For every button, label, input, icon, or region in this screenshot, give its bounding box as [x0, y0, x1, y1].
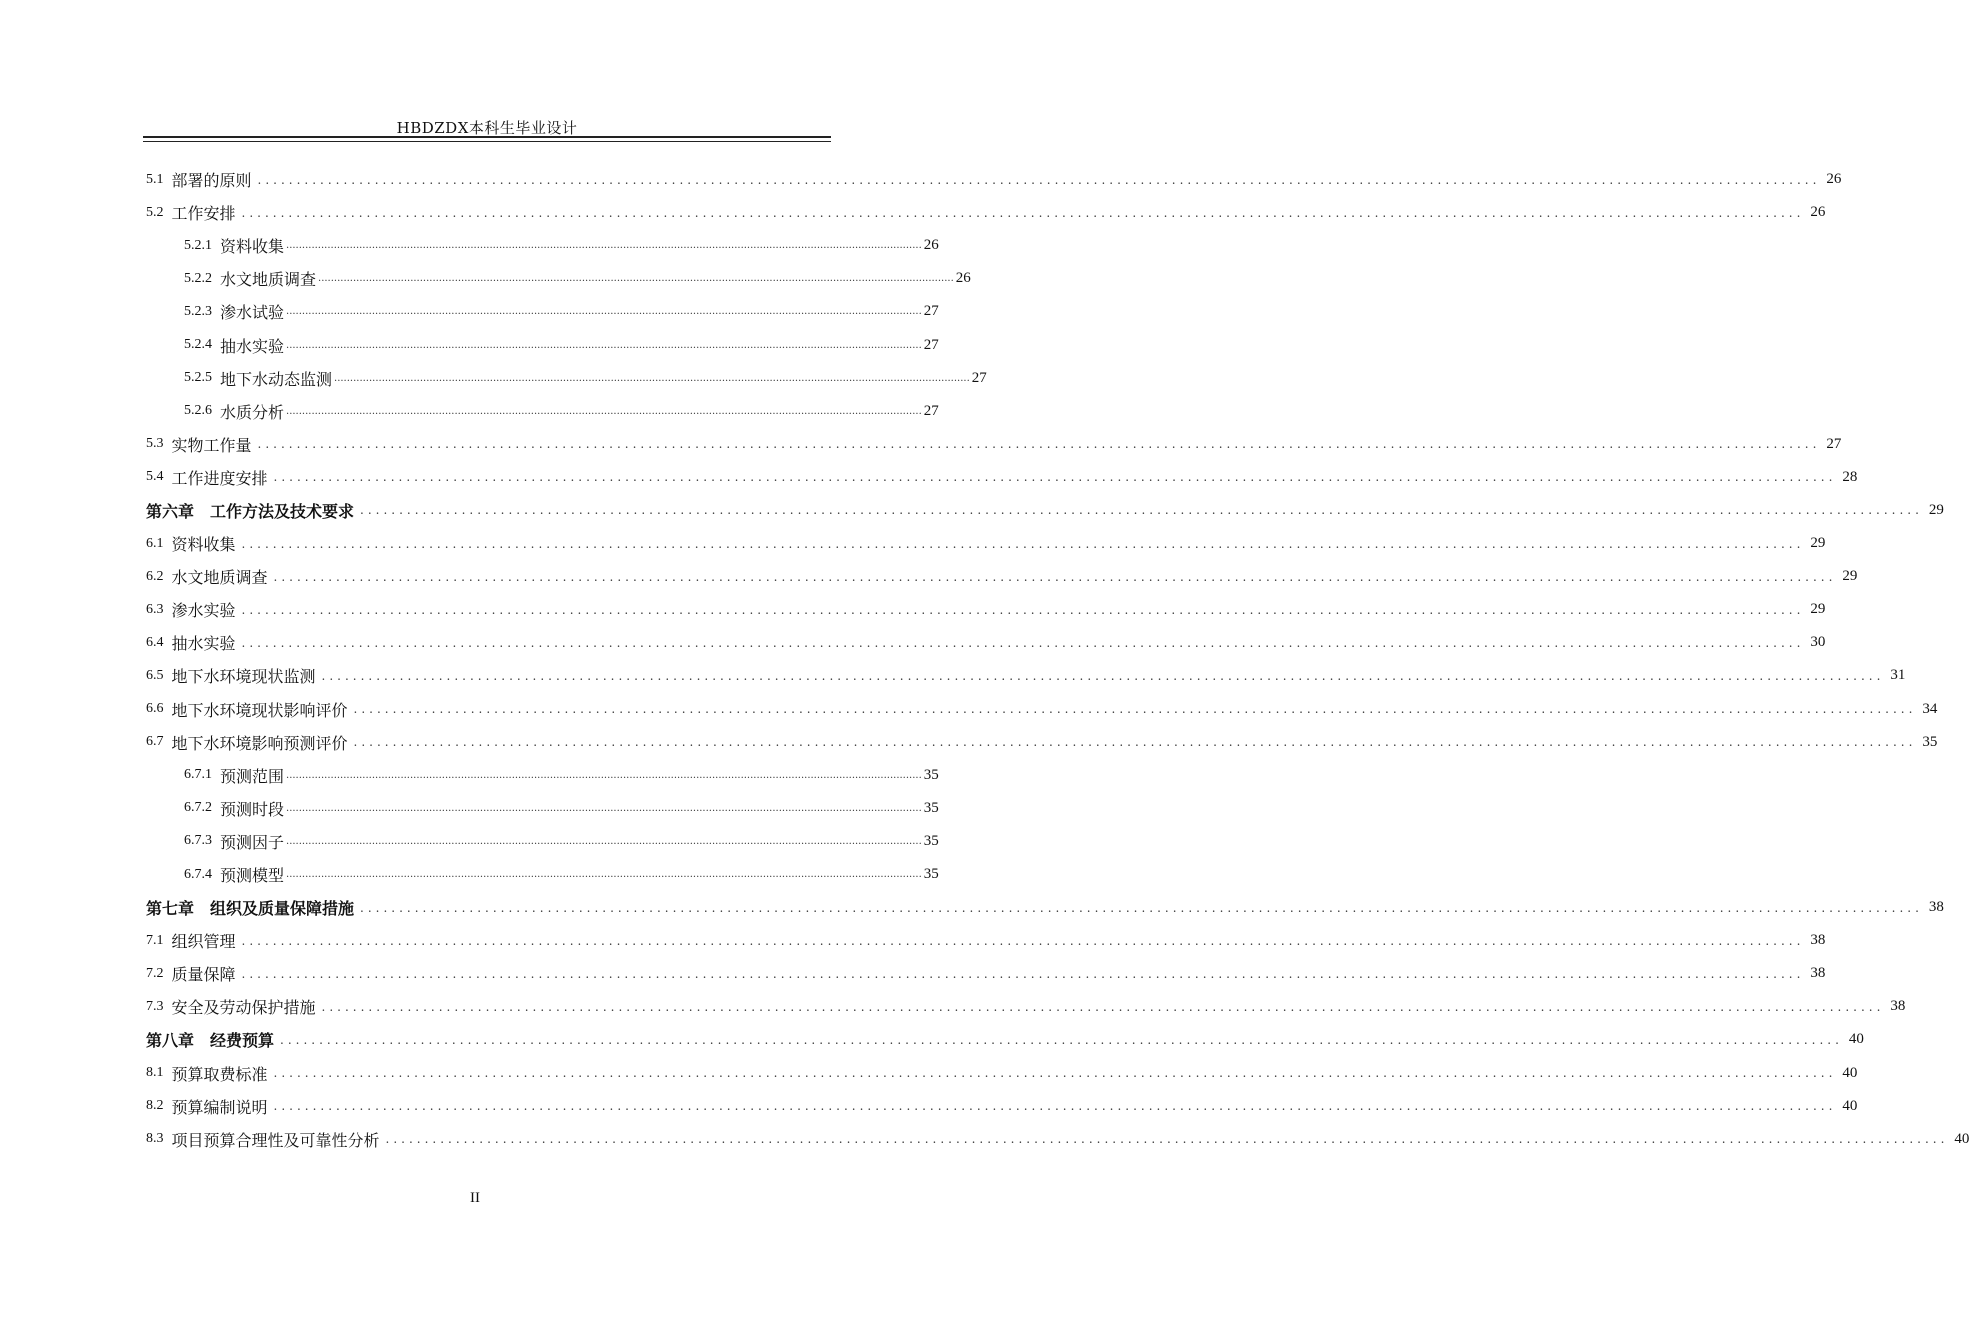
toc-entry-page: 35: [1922, 733, 1938, 750]
toc-dot-leader: ........................................................................................................................................................................................................: [360, 503, 1923, 518]
toc-entry-title: 部署的原则: [171, 171, 252, 191]
header-rule-thin: [143, 141, 831, 142]
toc-entry[interactable]: [184, 858, 939, 891]
toc-entry[interactable]: [146, 428, 1842, 461]
toc-entry-number: 6.7: [146, 734, 164, 750]
table-of-contents: [0, 163, 1969, 1156]
toc-entry-number: 6.7.3: [184, 833, 212, 849]
toc-dot-leader: ........................................................................................................................................................................................................: [286, 802, 922, 814]
toc-entry-number: 6.7.2: [184, 800, 212, 816]
toc-dot-leader: ........................................................................................................................................................................................................: [241, 966, 1805, 981]
toc-entry-title: 水文地质调查: [171, 568, 268, 588]
toc-entry[interactable]: [146, 693, 1938, 726]
toc-dot-leader: ........................................................................................................................................................................................................: [241, 635, 1805, 650]
toc-entry[interactable]: [184, 295, 939, 328]
toc-entry-title: 预测范围: [220, 766, 285, 786]
toc-entry-page: 40: [1842, 1064, 1858, 1081]
toc-entry-title: 水文地质调查: [220, 270, 317, 290]
toc-entry-title: 质量保障: [171, 965, 236, 985]
toc-entry[interactable]: [146, 1057, 1858, 1090]
toc-entry-title: 预测因子: [220, 832, 285, 852]
toc-chapter-entry[interactable]: [146, 891, 1944, 924]
toc-dot-leader: ........................................................................................................................................................................................................: [273, 1066, 1837, 1081]
toc-entry-title: 水质分析: [220, 402, 285, 422]
toc-entry-page: 29: [1928, 501, 1944, 518]
toc-dot-leader: ........................................................................................................................................................................................................: [257, 172, 1821, 187]
toc-entry[interactable]: [146, 924, 1826, 957]
toc-entry-number: 5.2: [146, 204, 164, 220]
toc-dot-leader: ........................................................................................................................................................................................................: [286, 869, 922, 881]
toc-entry-number: 6.3: [146, 601, 164, 617]
toc-entry[interactable]: [184, 362, 987, 395]
toc-entry[interactable]: [184, 825, 939, 858]
toc-entry-page: 26: [1810, 204, 1826, 221]
toc-entry-page: 34: [1922, 700, 1938, 717]
toc-entry-title: 项目预算合理性及可靠性分析: [171, 1130, 380, 1150]
toc-dot-leader: ........................................................................................................................................................................................................: [273, 1099, 1837, 1114]
toc-entry-page: 40: [1842, 1097, 1858, 1114]
toc-entry-title: 抽水实验: [171, 634, 236, 654]
toc-dot-leader: ........................................................................................................................................................................................................: [273, 569, 1837, 584]
toc-entry-title: 预测模型: [220, 866, 285, 886]
header-rule-thick: [143, 136, 831, 138]
toc-chapter-entry[interactable]: [146, 1023, 1864, 1056]
toc-dot-leader: ........................................................................................................................................................................................................: [257, 437, 1821, 452]
toc-entry-number: 5.2.4: [184, 337, 212, 353]
toc-dot-leader: ........................................................................................................................................................................................................: [321, 668, 1885, 683]
toc-entry-number: 5.2.6: [184, 403, 212, 419]
toc-entry-number: 8.3: [146, 1131, 164, 1147]
toc-dot-leader: ........................................................................................................................................................................................................: [286, 405, 922, 417]
toc-entry-page: 26: [955, 270, 971, 287]
toc-entry[interactable]: [146, 527, 1826, 560]
toc-entry-number: 8.1: [146, 1065, 164, 1081]
toc-entry-number: 7.2: [146, 965, 164, 981]
toc-entry-page: 35: [923, 832, 939, 849]
toc-entry[interactable]: [184, 328, 939, 361]
toc-entry-page: 29: [1810, 535, 1826, 552]
toc-entry[interactable]: [184, 262, 971, 295]
toc-dot-leader: ........................................................................................................................................................................................................: [273, 470, 1837, 485]
toc-entry-page: 38: [1810, 965, 1826, 982]
page-number: II: [470, 1190, 480, 1206]
toc-entry-number: 6.7.4: [184, 866, 212, 882]
toc-entry-title: 第八章 经费预算: [146, 1031, 275, 1051]
toc-dot-leader: ........................................................................................................................................................................................................: [286, 306, 922, 318]
toc-entry-title: 地下水环境现状影响评价: [171, 700, 348, 720]
toc-entry-title: 抽水实验: [220, 336, 285, 356]
toc-entry[interactable]: [146, 1090, 1858, 1123]
toc-entry-number: 8.2: [146, 1098, 164, 1114]
toc-entry-page: 30: [1810, 634, 1826, 651]
toc-dot-leader: ........................................................................................................................................................................................................: [241, 602, 1805, 617]
toc-entry-page: 26: [1826, 171, 1842, 188]
toc-entry-title: 工作进度安排: [171, 468, 268, 488]
toc-entry-title: 组织管理: [171, 932, 236, 952]
toc-entry-title: 第六章 工作方法及技术要求: [146, 501, 355, 521]
toc-dot-leader: ........................................................................................................................................................................................................: [286, 835, 922, 847]
toc-entry-page: 35: [923, 766, 939, 783]
toc-entry-title: 预测时段: [220, 799, 285, 819]
toc-entry-page: 29: [1810, 601, 1826, 618]
toc-entry-title: 预算编制说明: [171, 1097, 268, 1117]
toc-entry-page: 40: [1954, 1130, 1969, 1147]
toc-entry-number: 7.1: [146, 932, 164, 948]
toc-entry[interactable]: [184, 792, 939, 825]
toc-dot-leader: ........................................................................................................................................................................................................: [286, 240, 922, 252]
toc-dot-leader: ........................................................................................................................................................................................................: [318, 273, 954, 285]
toc-entry-page: 29: [1842, 568, 1858, 585]
toc-dot-leader: ........................................................................................................................................................................................................: [286, 339, 922, 351]
toc-entry-title: 工作安排: [171, 204, 236, 224]
toc-entry-page: 27: [923, 402, 939, 419]
toc-dot-leader: ........................................................................................................................................................................................................: [334, 372, 970, 384]
toc-entry-page: 27: [971, 369, 987, 386]
toc-entry[interactable]: [146, 196, 1826, 229]
toc-entry-title: 资料收集: [171, 535, 236, 555]
toc-entry-title: 第七章 组织及质量保障措施: [146, 899, 355, 919]
toc-entry-number: 6.1: [146, 535, 164, 551]
toc-entry[interactable]: [184, 229, 939, 262]
toc-entry-number: 7.3: [146, 998, 164, 1014]
toc-entry-page: 35: [923, 866, 939, 883]
toc-entry-page: 38: [1890, 998, 1906, 1015]
toc-dot-leader: ........................................................................................................................................................................................................: [280, 1032, 1843, 1047]
toc-entry-number: 6.5: [146, 667, 164, 683]
toc-entry[interactable]: [184, 759, 939, 792]
toc-entry-title: 预算取费标准: [171, 1064, 268, 1084]
toc-dot-leader: ........................................................................................................................................................................................................: [241, 933, 1805, 948]
toc-chapter-entry[interactable]: [146, 494, 1944, 527]
toc-dot-leader: ........................................................................................................................................................................................................: [241, 205, 1805, 220]
toc-entry[interactable]: [146, 659, 1906, 692]
toc-entry-number: 5.2.5: [184, 370, 212, 386]
toc-entry-title: 安全及劳动保护措施: [171, 998, 316, 1018]
toc-entry-number: 6.7.1: [184, 767, 212, 783]
toc-entry-page: 27: [1826, 435, 1842, 452]
toc-entry[interactable]: [184, 395, 939, 428]
toc-entry-title: 地下水环境现状监测: [171, 667, 316, 687]
toc-dot-leader: ........................................................................................................................................................................................................: [286, 769, 922, 781]
toc-entry-title: 渗水试验: [220, 303, 285, 323]
toc-entry-page: 27: [923, 336, 939, 353]
toc-entry-number: 5.2.2: [184, 270, 212, 286]
toc-entry[interactable]: [146, 990, 1906, 1023]
toc-entry[interactable]: [146, 726, 1938, 759]
toc-entry-page: 27: [923, 303, 939, 320]
toc-entry-number: 6.6: [146, 701, 164, 717]
page-header: HBDZDX本科生毕业设计: [396, 119, 578, 137]
toc-entry[interactable]: [146, 560, 1858, 593]
toc-dot-leader: ........................................................................................................................................................................................................: [385, 1132, 1949, 1147]
toc-entry-title: 资料收集: [220, 237, 285, 257]
toc-entry-title: 地下水动态监测: [220, 369, 333, 389]
toc-entry[interactable]: [146, 593, 1826, 626]
toc-entry[interactable]: [146, 163, 1842, 196]
toc-dot-leader: ........................................................................................................................................................................................................: [321, 999, 1885, 1014]
toc-entry-number: 6.4: [146, 634, 164, 650]
toc-entry-number: 5.1: [146, 171, 164, 187]
toc-entry-page: 35: [923, 799, 939, 816]
toc-entry-title: 实物工作量: [171, 435, 252, 455]
toc-entry-page: 31: [1890, 667, 1906, 684]
toc-entry[interactable]: [146, 461, 1858, 494]
toc-entry-number: 5.2.1: [184, 237, 212, 253]
toc-entry-number: 5.2.3: [184, 303, 212, 319]
toc-entry[interactable]: [146, 1123, 1969, 1156]
toc-entry-title: 地下水环境影响预测评价: [171, 733, 348, 753]
toc-entry-number: 5.3: [146, 436, 164, 452]
toc-entry-page: 40: [1848, 1031, 1864, 1048]
toc-entry-title: 渗水实验: [171, 601, 236, 621]
toc-entry-page: 38: [1810, 932, 1826, 949]
toc-entry[interactable]: [146, 626, 1826, 659]
toc-entry-page: 26: [923, 237, 939, 254]
toc-entry-page: 38: [1928, 899, 1944, 916]
toc-dot-leader: ........................................................................................................................................................................................................: [241, 536, 1805, 551]
toc-entry-number: 5.4: [146, 469, 164, 485]
toc-entry[interactable]: [146, 957, 1826, 990]
toc-entry-page: 28: [1842, 468, 1858, 485]
toc-dot-leader: ........................................................................................................................................................................................................: [360, 900, 1923, 915]
toc-dot-leader: ........................................................................................................................................................................................................: [353, 702, 1917, 717]
toc-entry-number: 6.2: [146, 568, 164, 584]
toc-dot-leader: ........................................................................................................................................................................................................: [353, 735, 1917, 750]
